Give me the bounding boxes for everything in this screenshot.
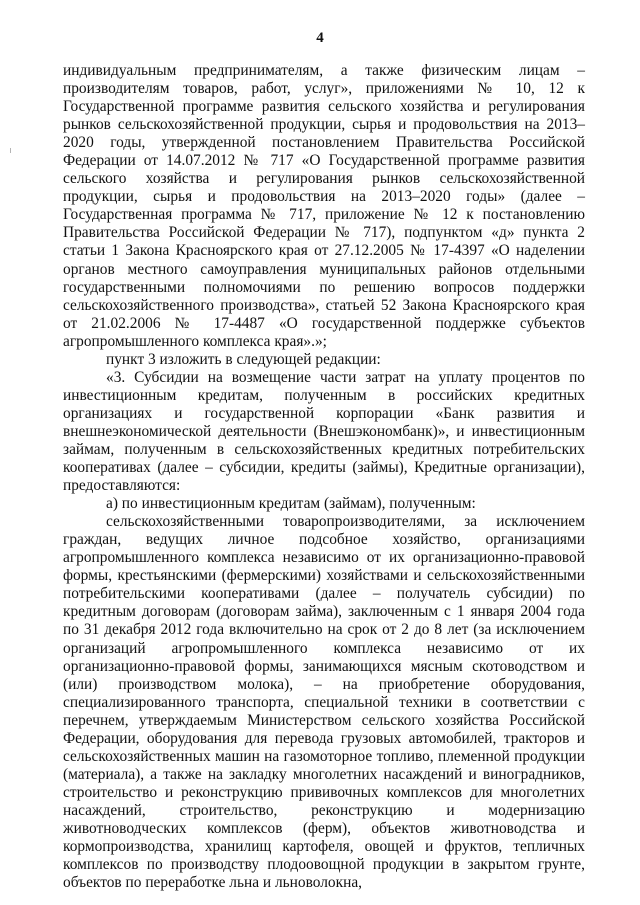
paragraph-section-3: «3. Субсидии на возмещение части затрат на уплату процентов по инвестиционным кредитам, полученным в российских кредитных организациях и государственной корпорации «Банк развития и внешнеэкономической деятельности (Внешэкономбанк)», и инвестиционным займам, полученным в сельскохозяйственных кредитных потребительских кооперативах (далее – субсидии, кредиты (займы), Кредитные организации), предоставляются:: [63, 368, 585, 495]
paragraph-amendment-intro: пункт 3 изложить в следующей редакции:: [106, 350, 381, 368]
paragraph-item-a: а) по инвестиционным кредитам (займам), полученным:: [106, 495, 476, 513]
document-body: [63, 62, 585, 892]
paragraph-recipients: сельскохозяйственными товаропроизводителями, за исключением граждан, ведущих личное подсобное хозяйство, организациями агропромышленного комплекса независимо от их организационно-правовой формы, крестьянскими (фермерскими) хозяйствами и сельскохозяйственными потребительскими кооперативами (далее – получатель субсидии) по кредитным договорам (договорам займа), заключенным с 1 января 2004 года по 31 декабря 2012 года включительно на срок от 2 до 8 лет (за исключением организаций агропромышленного комплекса независимо от их организационно-правовой формы, занимающихся мясным скотоводством и (или) производством молока), – на приобретение оборудования, специализированного транспорта, специальной техники в соответствии с перечнем, утверждаемым Министерством сельского хозяйства Российской Федерации, оборудования для перевода грузовых автомобилей, тракторов и сельскохозяйственных машин на газомоторное топливо, племенной продукции (материала), а также на закладку многолетних насаждений и виноградников, строительство и реконструкцию прививочных комплексов для многолетних насаждений, строительство, реконструкцию и модернизацию животноводческих комплексов (ферм), объектов животноводства и кормопроизводства, хранилищ картофеля, овощей и фруктов, тепличных комплексов по производству плодоовощной продукции в закрытом грунте, объектов по переработке льна и льноволокна,: [63, 513, 585, 892]
page-number: 4: [316, 30, 324, 46]
margin-mark: [10, 148, 11, 153]
paragraph-legal-basis: индивидуальным предпринимателям, а также физическим лицам – производителям товаров, работ, услуг», приложениями № 10, 12 к Государственной программе развития сельского хозяйства и регулирования рынков сельскохозяйственной продукции, сырья и продовольствия на 2013–2020 годы, утвержденной постановлением Правительства Российской Федерации от 14.07.2012 № 717 «О Государственной программе развития сельского хозяйства и регулирования рынков сельскохозяйственной продукции, сырья и продовольствия на 2013–2020 годы» (далее – Государственная программа № 717, приложение № 12 к постановлению Правительства Российской Федерации № 717), подпунктом «д» пункта 2 статьи 1 Закона Красноярского края от 27.12.2005 № 17-4397 «О наделении органов местного самоуправления муниципальных районов отдельными государственными полномочиями по решению вопросов поддержки сельскохозяйственного производства», статьей 52 Закона Красноярского края от 21.02.2006 № 17-4487 «О государственной поддержке субъектов агропромышленного комплекса края».»;: [63, 62, 585, 350]
